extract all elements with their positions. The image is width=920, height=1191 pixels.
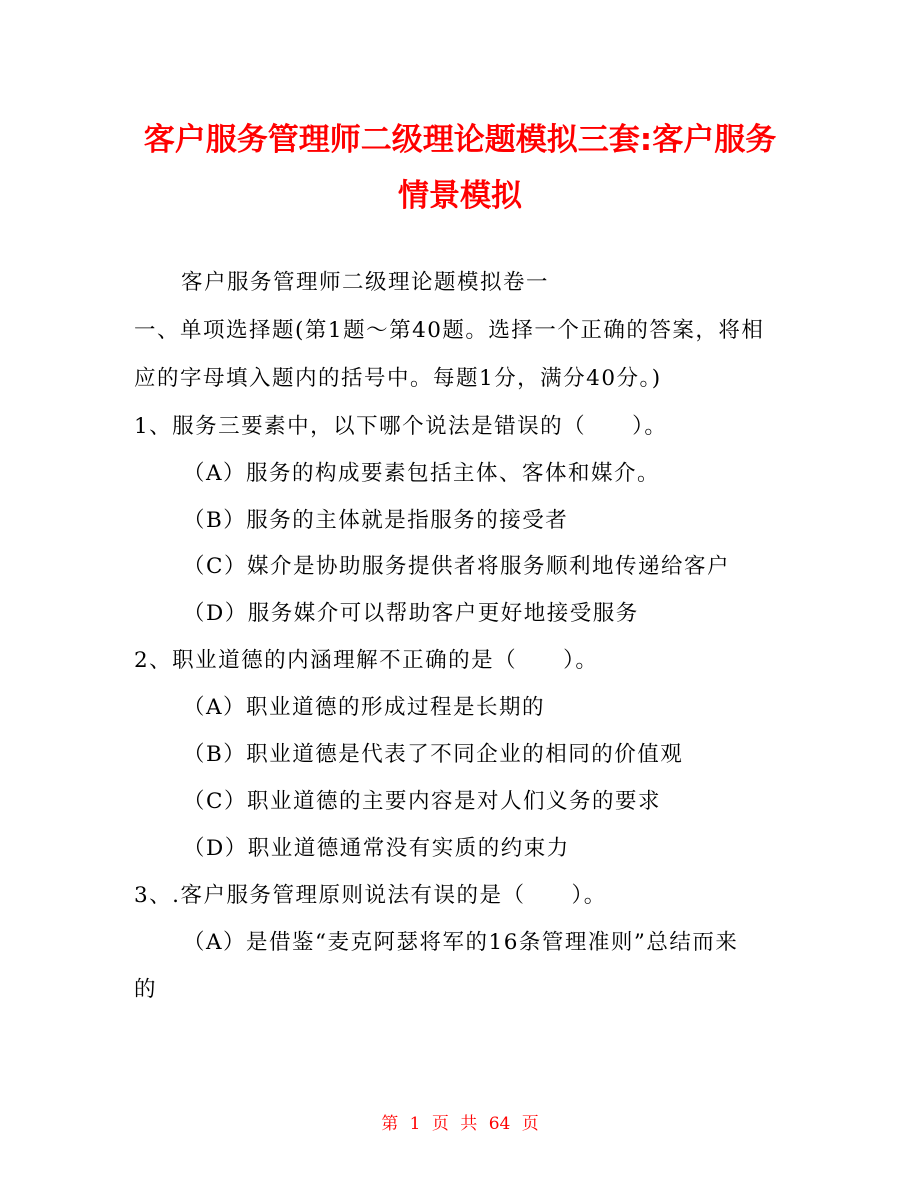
question-1-option-b: （B）服务的主体就是指服务的接受者 — [183, 508, 569, 533]
section-header-line-2: 应的字母填入题内的括号中。每题1分，满分40分。) — [134, 366, 662, 391]
document-title — [100, 112, 820, 224]
question-3-option-a-continuation: 的 — [134, 977, 158, 1002]
question-2-option-d: （D）职业道德通常没有实质的约束力 — [183, 836, 570, 861]
page-footer: 第 1 页 共 64 页 — [381, 1114, 539, 1134]
question-3-stem: 3、.客户服务管理原则说法有误的是（ ）。 — [134, 883, 607, 908]
title-line-1: 客户服务管理师二级理论题模拟三套:客户服务 — [143, 122, 777, 158]
question-2-option-b: （B）职业道德是代表了不同企业的相同的价值观 — [183, 742, 684, 767]
question-2-option-c: （C）职业道德的主要内容是对人们义务的要求 — [183, 789, 661, 814]
question-1-option-d: （D）服务媒介可以帮助客户更好地接受服务 — [183, 601, 639, 626]
title-line-2: 情景模拟 — [398, 178, 522, 214]
section-header-line-1: 一、单项选择题(第1题～第40题。选择一个正确的答案，将相 — [134, 318, 765, 343]
exam-subtitle: 客户服务管理师二级理论题模拟卷一 — [181, 270, 550, 295]
question-3-option-a: （A）是借鉴“麦克阿瑟将军的16条管理准则”总结而来 — [183, 930, 739, 955]
question-1-option-c: （C）媒介是协助服务提供者将服务顺利地传递给客户 — [183, 554, 730, 579]
question-2-stem: 2、职业道德的内涵理解不正确的是（ ）。 — [134, 648, 599, 673]
question-1-stem: 1、服务三要素中，以下哪个说法是错误的（ ）。 — [134, 414, 668, 439]
question-1-option-a: （A）服务的构成要素包括主体、客体和媒介。 — [183, 461, 661, 486]
question-2-option-a: （A）职业道德的形成过程是长期的 — [183, 695, 546, 720]
